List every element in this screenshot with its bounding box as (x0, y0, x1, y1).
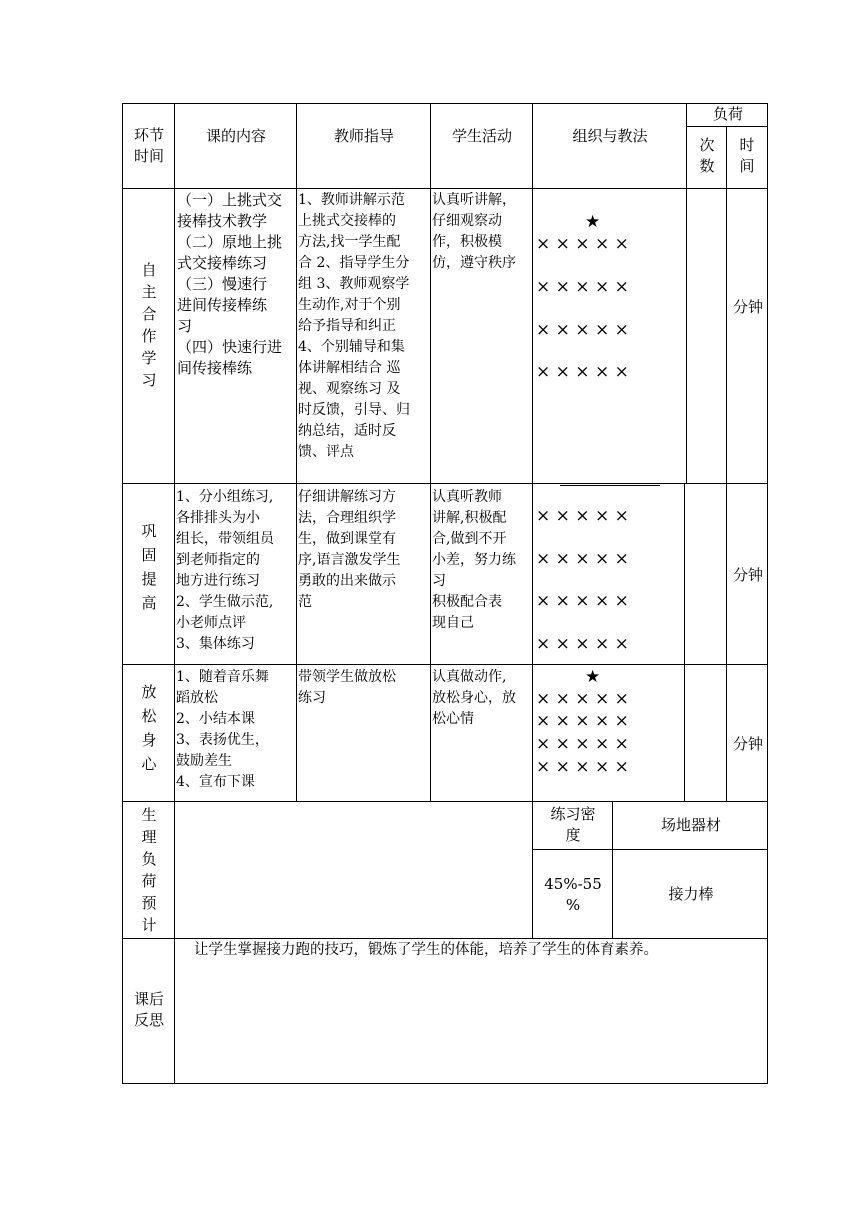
header-time: 时 间 (739, 136, 755, 175)
teacher-star-icon: ★ (585, 667, 601, 687)
equipment-label: 场地器材 (660, 816, 721, 834)
row1-time: 分钟 (732, 298, 763, 316)
row1-bottom-accent (560, 485, 660, 486)
row2-bottom-line (122, 664, 768, 665)
row5-section: 课后 反思 (133, 990, 164, 1029)
header-load: 负荷 (712, 105, 743, 123)
density-label: 练习密 度 (550, 805, 596, 844)
row2-time: 分钟 (732, 566, 763, 584)
equipment-value: 接力棒 (668, 885, 714, 903)
formation-row: × × × × × (536, 757, 629, 777)
formation-row: × × × × × (536, 320, 629, 340)
row3-bottom-line (122, 801, 768, 802)
row3-section: 放 松 身 心 (141, 683, 157, 773)
reflection-text: 让学生掌握接力跑的技巧，锻炼了学生的体能，培养了学生的体育素养。 (194, 942, 658, 958)
row2-section: 巩 固 提 高 (141, 522, 157, 612)
formation-row: × × × × × (536, 362, 629, 382)
row3-teacher: 带领学生做放松 练习 (298, 669, 396, 706)
teacher-star-icon: ★ (585, 212, 601, 232)
header-teacher: 教师指导 (333, 127, 394, 145)
formation-row: × × × × × (536, 711, 629, 731)
table-border-right (767, 103, 768, 1084)
header-count: 次 数 (699, 136, 715, 175)
row1-content: （一）上挑式交 接棒技术教学 （二）原地上挑 式交接棒练习 （三）慢速行 进间传接棒练 习 （四）快速行进 间传接棒练 (177, 191, 283, 377)
density-value: 45%-55 % (544, 875, 602, 914)
row3-time: 分钟 (732, 735, 763, 753)
row2-student: 认真听教师 讲解,积极配 合,做到不开 小差，努力练 习 积极配合表 现自己 (432, 489, 516, 631)
row1-student: 认真听讲解， 仔细观察动 作，积极模 仿，遵守秩序 (432, 192, 516, 271)
row2-teacher: 仔细讲解练习方 法，合理组织学 生，做到课堂有 序,语言激发学生 勇敢的出来做示 范 (298, 489, 401, 610)
row3-student: 认真做动作, 放松身心，放 松心情 (432, 669, 516, 727)
formation-row: × × × × × (536, 591, 629, 611)
row1-section: 自 主 合 作 学 习 (141, 261, 157, 389)
formation-row: × × × × × (536, 506, 629, 526)
row1-bottom-line (122, 483, 768, 484)
header-content: 课的内容 (205, 127, 266, 145)
row4-section: 生 理 负 荷 预 计 (141, 806, 157, 934)
header-section-time: 环节 时间 (133, 126, 164, 165)
density-divider-line (532, 849, 768, 850)
header-student: 学生活动 (451, 127, 512, 145)
org-col-line-r2 (684, 484, 685, 802)
count-col-line (726, 126, 727, 802)
row1-teacher: 1、教师讲解示范 上挑式交接棒的 方法,找一学生配 合 2、指导学生分 组 3、教师观察学 生动作,对于个别 给予指导和纠正 4、个别辅导和集 体讲解相结合 巡 视、观察练习 及 时反馈，引导、归 纳总结，适时反 馈、评点 (298, 192, 410, 460)
formation-row: × × × × × (536, 549, 629, 569)
table-border-top (122, 103, 768, 104)
formation-row: × × × × × (536, 734, 629, 754)
formation-row: × × × × × (536, 234, 629, 254)
formation-row: × × × × × (536, 689, 629, 709)
header-organization: 组织与教法 (572, 127, 648, 145)
formation-row: × × × × × (536, 277, 629, 297)
row3-content: 1、随着音乐舞 蹈放松 2、小结本课 3、表扬优生， 鼓励差生 4、宣布下课 (176, 669, 269, 790)
table-border-bottom (122, 1083, 768, 1084)
row2-content: 1、分小组练习, 各排排头为小 组长，带领组员 到老师指定的 地方进行练习 2、学生做示范, 小老师点评 3、集体练习 (176, 489, 274, 652)
formation-row: × × × × × (536, 634, 629, 654)
